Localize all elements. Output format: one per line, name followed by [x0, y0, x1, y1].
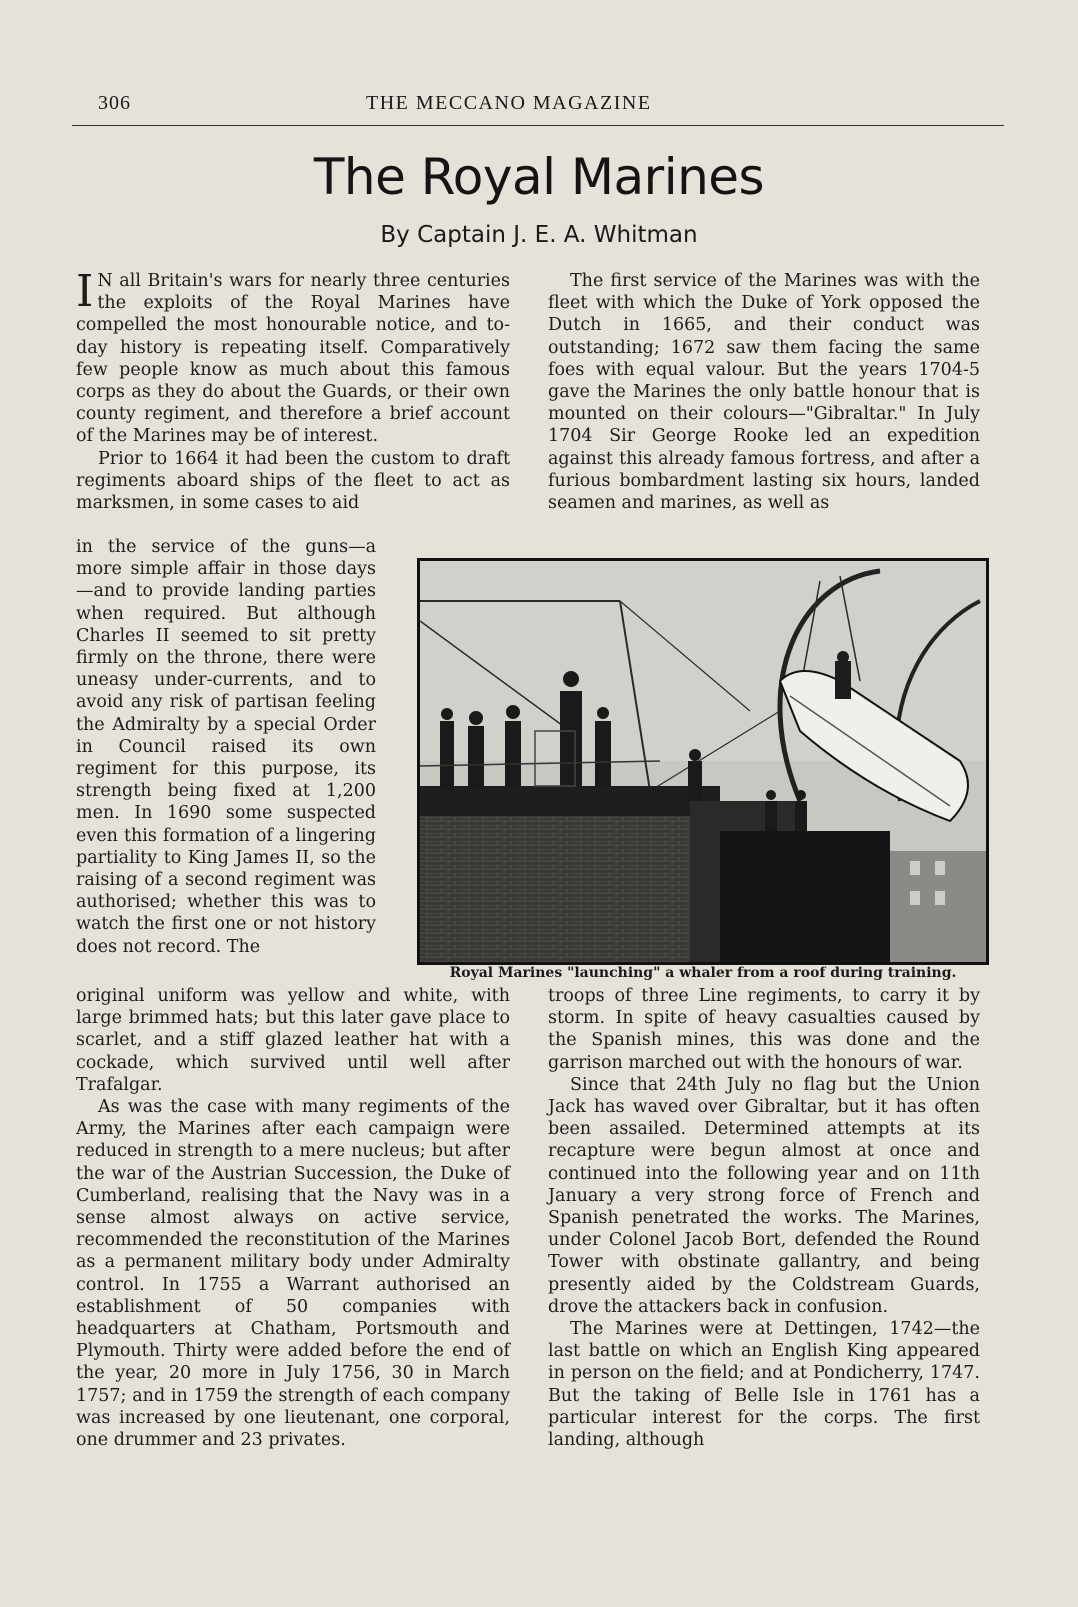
column-2-top — [548, 270, 980, 514]
column-2-bottom — [548, 985, 980, 1451]
column-1-narrow — [76, 536, 376, 958]
paragraph — [76, 266, 510, 448]
article-title: The Royal Marines — [313, 148, 765, 206]
column-1-top — [76, 266, 510, 514]
paragraph: original uniform was yellow and white, with large brimmed hats; but this later gave place to scarlet, and a stiff glazed leather hat with a cockade, which survived until well after Trafalgar. — [76, 986, 510, 1095]
header-rule — [72, 125, 1004, 126]
paragraph: Since that 24th July no flag but the Union Jack has waved over Gibraltar, but it has often been assailed. Determined attempts at its recapture were begun almost at once and continued into the following year and on 11th January a very strong force of French and Spanish penetrated the works. The Marines, under Colonel Jacob Bort, defended the Round Tower with obstinate gallantry, and being presently aided by the Coldstream Guards, drove the attackers back in confusion. — [548, 1074, 980, 1317]
page-number: 306 — [98, 92, 131, 114]
photo-caption: Royal Marines "launching" a whaler from a roof during training. — [449, 965, 957, 981]
photograph-marines-whaler — [417, 558, 989, 965]
paragraph-text: N all Britain's wars for nearly three centuries the exploits of the Royal Marines have compelled the most honourable notice, and to-day history is repeating itself. Comparatively few people know as much about this famous corps as they do about the Guards, or their own county regiment, and therefore a brief account of the Marines may be of interest. — [76, 271, 510, 447]
paragraph: Prior to 1664 it had been the custom to draft regiments aboard ships of the fleet to act as marksmen, in some cases to aid — [76, 448, 510, 514]
magazine-title: THE MECCANO MAGAZINE — [366, 92, 652, 114]
photo-illustration — [420, 561, 986, 962]
paragraph: in the service of the guns—a more simple affair in those days—and to provide landing parties when required. But although Charles II seemed to sit pretty firmly on the throne, there were uneasy under-currents, and to avoid any risk of partisan feeling the Admiralty by a special Order in Council raised its own regiment for this purpose, its strength being fixed at 1,200 men. In 1690 some suspected even this formation of a lingering partiality to King James II, so the raising of a second regiment was authorised; whether this was to watch the first one or not history does not record. The — [76, 537, 376, 957]
running-head — [76, 92, 1004, 122]
drop-cap: I — [76, 266, 94, 317]
column-1-bottom — [76, 985, 510, 1451]
paragraph: The Marines were at Dettingen, 1742—the last battle on which an English King appeared in person on the field; and at Pondicherry, 1747. But the taking of Belle Isle in 1761 has a particular interest for the corps. The first landing, although — [548, 1319, 980, 1451]
paragraph: troops of three Line regiments, to carry it by storm. In spite of heavy casualties caused by the Spanish mines, this was done and the garrison marched out with the honours of war. — [548, 986, 980, 1073]
article-byline: By Captain J. E. A. Whitman — [380, 222, 698, 248]
paragraph: As was the case with many regiments of the Army, the Marines after each campaign were reduced in strength to a mere nucleus; but after the war of the Austrian Succession, the Duke of Cumberland, realising that the Navy was in a sense almost always on active service, recommended the reconstitution of the Marines as a permanent military body under Admiralty control. In 1755 a Warrant authorised an establishment of 50 companies with headquarters at Chatham, Portsmouth and Plymouth. Thirty were added before the end of the year, 20 more in July 1756, 30 in March 1757; and in 1759 the strength of each company was increased by one lieutenant, one corporal, one drummer and 23 privates. — [76, 1097, 510, 1451]
paragraph: The first service of the Marines was with the fleet with which the Duke of York opposed the Dutch in 1665, and their conduct was outstanding; 1672 saw them facing the same foes with equal valour. But the years 1704-5 gave the Marines the only battle honour that is mounted on their colours—"Gibraltar." In July 1704 Sir George Rooke led an expedition against this already famous fortress, and after a furious bombardment lasting six hours, landed seamen and marines, as well as — [548, 271, 980, 514]
